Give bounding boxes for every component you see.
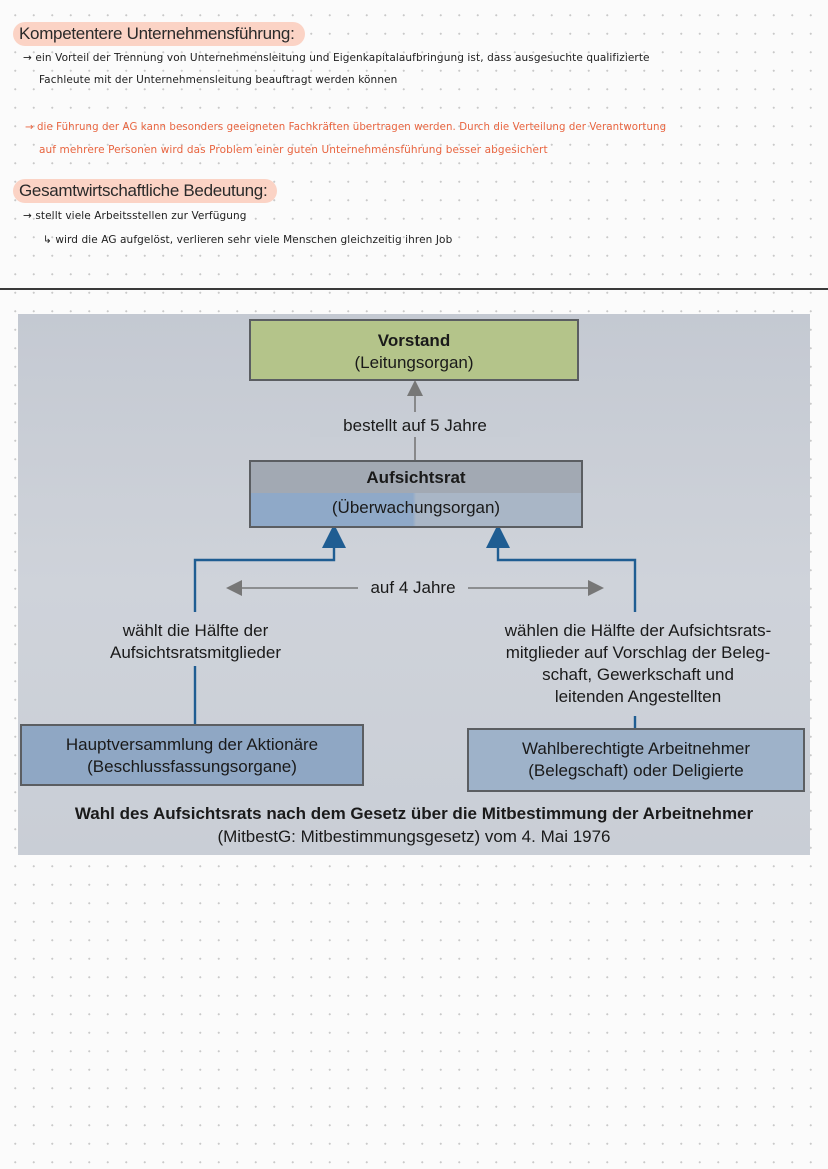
hauptversammlung-subtitle: (Beschlussfassungsorgane): [87, 757, 297, 776]
mitbestimmung-figure: [18, 314, 810, 855]
left-label-line: wählt die Hälfte der: [122, 621, 269, 640]
aufsichtsrat-title: Aufsichtsrat: [366, 468, 466, 487]
vorstand-box: [249, 319, 579, 381]
vorstand-subtitle: (Leitungsorgan): [354, 353, 474, 372]
right-label-line: mitglieder auf Vorschlag der Beleg-: [505, 643, 771, 662]
term-label: auf 4 Jahre: [370, 578, 456, 597]
arrow-up-blue: [195, 536, 334, 612]
figure-caption: Wahl des Aufsichtsrats nach dem Gesetz über die Mitbestimmung der Arbeitnehmer: [74, 804, 754, 823]
note-line: Fachleute mit der Unternehmensleitung beauftragt werden können: [39, 74, 398, 86]
hauptversammlung-title: Hauptversammlung der Aktionäre: [65, 735, 319, 754]
arbeitnehmer-box: [467, 728, 805, 792]
heading-gesamtwirtschaftliche-bedeutung: Gesamtwirtschaftliche Bedeutung:: [13, 179, 277, 203]
arrow-up-blue: [498, 536, 635, 612]
aufsichtsrat-subtitle: (Überwachungsorgan): [331, 498, 501, 517]
right-label-line: leitenden Angestellten: [554, 687, 722, 706]
note-line: → stellt viele Arbeitsstellen zur Verfügung: [23, 210, 247, 222]
heading-kompetentere-unternehmensfuehrung: Kompetentere Unternehmensführung:: [13, 22, 305, 46]
note-line-red: → die Führung der AG kann besonders geeigneten Fachkräften übertragen werden. Durch die Verteilung der Verantwortung: [25, 122, 667, 133]
left-label: [58, 620, 333, 664]
arbeitnehmer-title: Wahlberechtigte Arbeitnehmer: [521, 739, 751, 758]
right-label-line: schaft, Gewerkschaft und: [542, 665, 734, 684]
right-label: [468, 620, 808, 708]
note-line: ↳ wird die AG aufgelöst, verlieren sehr viele Menschen gleichzeitig ihren Job: [43, 234, 453, 246]
left-label-line: Aufsichtsratsmitglieder: [109, 643, 281, 662]
figure-caption-sub: (MitbestG: Mitbestimmungsgesetz) vom 4. Mai 1976: [217, 827, 611, 846]
aufsichtsrat-box: [249, 460, 583, 528]
bestellt-label: bestellt auf 5 Jahre: [310, 415, 520, 437]
vorstand-title: Vorstand: [377, 331, 451, 350]
arbeitnehmer-subtitle: (Belegschaft) oder Deligierte: [528, 761, 744, 780]
right-label-line: wählen die Hälfte der Aufsichtsrats-: [504, 621, 772, 640]
note-line-red: auf mehrere Personen wird das Problem einer guten Unternehmensführung besser abgesichert: [39, 144, 548, 156]
note-line: → ein Vorteil der Trennung von Unternehmensleitung und Eigenkapitalaufbringung ist, dass ausgesuchte qualifizierte: [23, 52, 650, 64]
divider-line: [0, 288, 828, 290]
hauptversammlung-box: [20, 724, 364, 786]
